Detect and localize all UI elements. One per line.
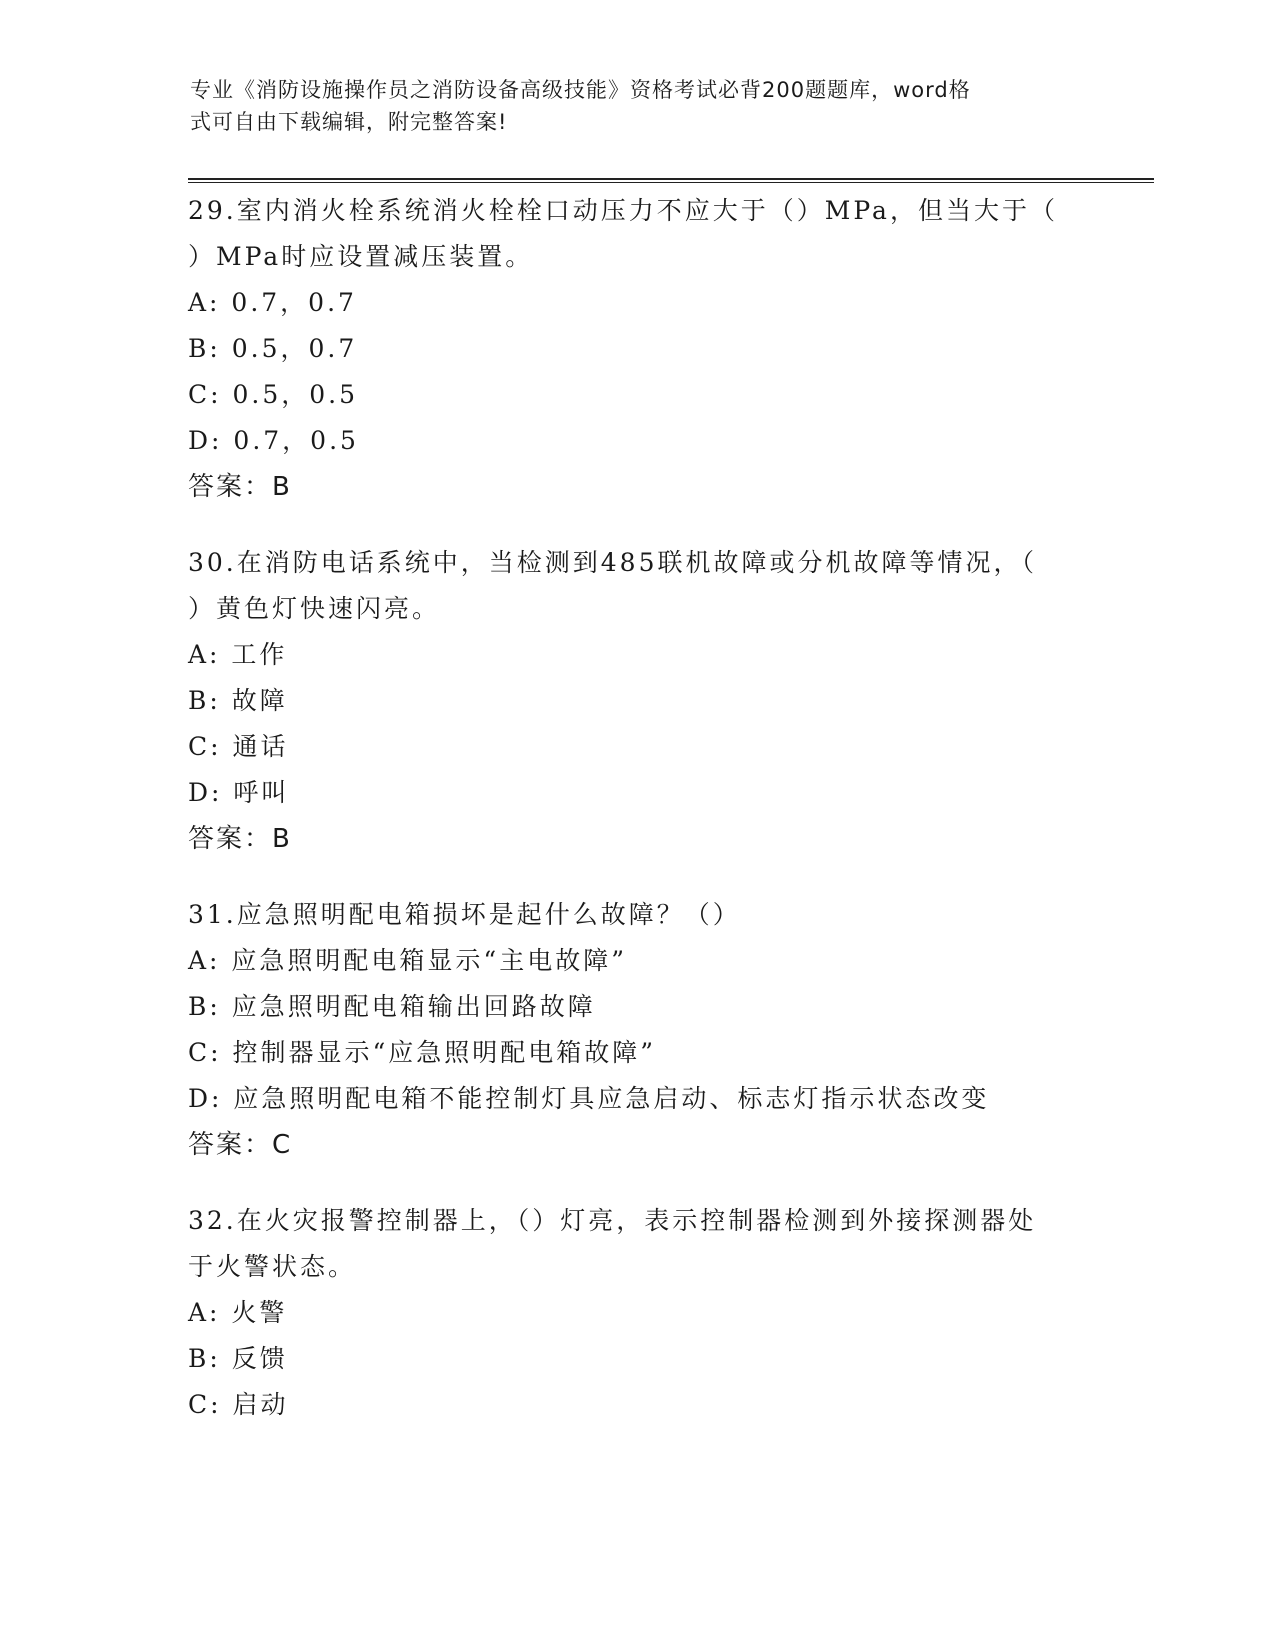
option-d: D: 应急照明配电箱不能控制灯具应急启动、标志灯指示状态改变 [188, 1084, 990, 1113]
header-divider-thick [188, 178, 1154, 180]
header-line-2: 式可自由下载编辑，附完整答案! [190, 110, 508, 134]
option-a: A: 0.7，0.7 [188, 288, 357, 317]
question-stem-line: 31.应急照明配电箱损坏是起什么故障？（） [188, 900, 741, 929]
question-stem-line: 32.在火灾报警控制器上，（）灯亮，表示控制器检测到外接探测器处 [188, 1206, 1037, 1235]
option-a: A: 工作 [188, 640, 288, 669]
option-c: C: 控制器显示“应急照明配电箱故障” [188, 1038, 657, 1067]
option-c: C: 0.5，0.5 [188, 380, 359, 409]
document-header [190, 74, 1070, 138]
option-b: B: 应急照明配电箱输出回路故障 [188, 992, 596, 1021]
question-stem-line: ）黄色灯快速闪亮。 [188, 594, 441, 623]
option-a: A: 火警 [188, 1298, 288, 1327]
header-divider-thin [188, 182, 1154, 183]
header-line-1: 专业《消防设施操作员之消防设备高级技能》资格考试必背200题题库，word格 [190, 78, 971, 102]
question-stem-line: 于火警状态。 [188, 1252, 357, 1281]
question-stem-line: ）MPa时应设置减压装置。 [188, 242, 534, 271]
question-32 [188, 1198, 1088, 1428]
question-30 [188, 540, 1088, 862]
option-a: A: 应急照明配电箱显示“主电故障” [188, 946, 627, 975]
option-b: B: 0.5，0.7 [188, 334, 358, 363]
question-29 [188, 188, 1088, 510]
question-stem-line: 30.在消防电话系统中，当检测到485联机故障或分机故障等情况，（ [188, 548, 1037, 577]
question-31 [188, 892, 1088, 1168]
option-d: D: 0.7，0.5 [188, 426, 359, 455]
answer-line: 答案：B [188, 824, 292, 854]
option-c: C: 通话 [188, 732, 289, 761]
option-c: C: 启动 [188, 1390, 289, 1419]
question-stem-line: 29.室内消火栓系统消火栓栓口动压力不应大于（）MPa，但当大于（ [188, 196, 1058, 225]
question-list [188, 188, 1088, 1458]
answer-line: 答案：C [188, 1130, 293, 1160]
option-b: B: 故障 [188, 686, 288, 715]
option-d: D: 呼叫 [188, 778, 290, 807]
option-b: B: 反馈 [188, 1344, 288, 1373]
answer-line: 答案：B [188, 472, 292, 502]
